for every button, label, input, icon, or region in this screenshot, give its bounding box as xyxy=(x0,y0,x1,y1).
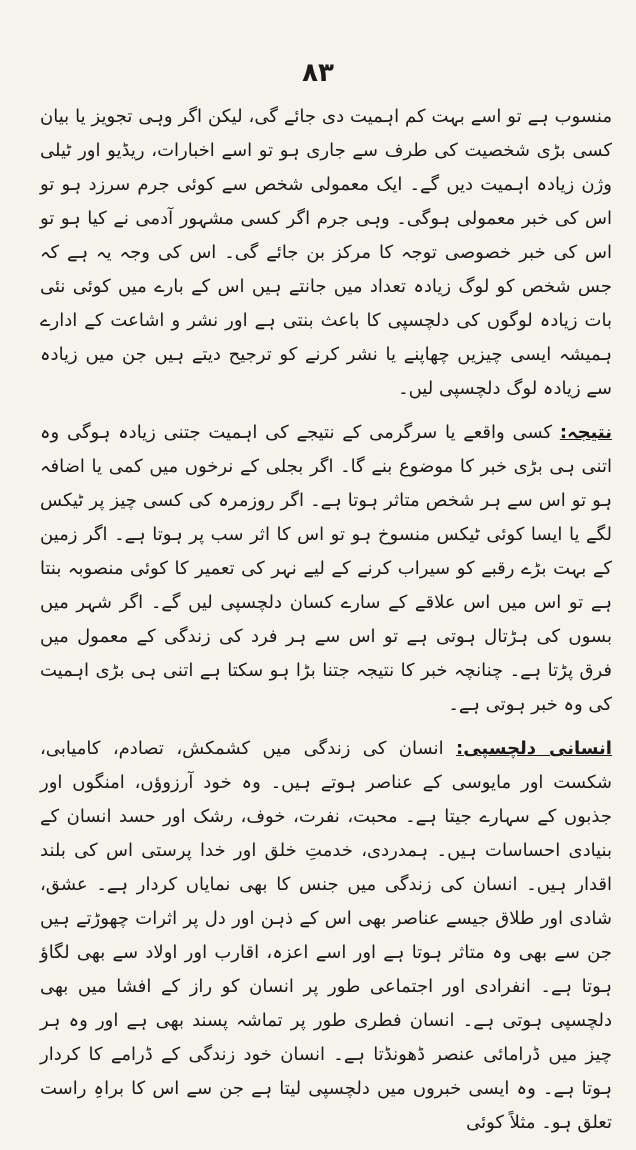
paragraph-1 xyxy=(40,100,612,406)
page-number: ۸۳ xyxy=(302,58,334,88)
paragraph-2-text: کسی واقعے یا سرگرمی کے نتیجے کی اہمیت جتنی زیادہ ہوگی وہ اتنی ہی بڑی خبر کا موضوع بنے گا۔ اگر بجلی کے نرخوں میں کمی یا اضافہ ہو تو اس سے ہر شخص متاثر ہوتا ہے۔ اگر روزمرہ کی کسی چیز پر ٹیکس لگے یا ایسا کوئی ٹیکس منسوخ ہو تو اس کا اثر سب پر ہوتا ہے۔ اگر زمین کے بہت بڑے رقبے کو سیراب کرنے کے لیے نہر کی تعمیر کا کوئی منصوبہ بنتا ہے تو اس میں اس علاقے کے سارے کسان دلچسپی لیں گے۔ اگر شہر میں بسوں کی ہڑتال ہوتی ہے تو اس سے ہر فرد کی زندگی کے معمول میں فرق پڑتا ہے۔ چنانچہ خبر کا نتیجہ جتنا بڑا ہو سکتا ہے اتنی ہی بڑی اہمیت کی وہ خبر ہوتی ہے۔ xyxy=(40,422,612,715)
paragraph-3 xyxy=(40,732,612,1140)
paragraph-2 xyxy=(40,416,612,722)
paragraph-3-heading: انسانی دلچسپی: xyxy=(456,738,612,759)
paragraph-3-text: انسان کی زندگی میں کشمکش، تصادم، کامیابی، شکست اور مایوسی کے عناصر ہوتے ہیں۔ وہ خود آرزوؤں، امنگوں اور جذبوں کے سہارے جیتا ہے۔ محبت، نفرت، خوف، رشک اور حسد انسان کے بنیادی احساسات ہیں۔ ہمدردی، خدمتِ خلق اور خدا پرستی اس کی بلند اقدار ہیں۔ انسان کی زندگی میں جنس کا بھی نمایاں کردار ہے۔ عشق، شادی اور طلاق جیسے عناصر بھی اس کے ذہن اور دل پر اثرات چھوڑتے ہیں جن سے بھی وہ متاثر ہوتا ہے اور اسے اعزہ، اقارب اور اولاد سے بھی لگاؤ ہوتا ہے۔ انفرادی اور اجتماعی طور پر انسان کو راز کے افشا میں بھی دلچسپی ہوتی ہے۔ انسان فطری طور پر تماشہ پسند بھی ہے اور وہ ہر چیز میں ڈرامائی عنصر ڈھونڈتا ہے۔ انسان خود زندگی کے ڈرامے کا کردار ہوتا ہے۔ وہ ایسی خبروں میں دلچسپی لیتا ہے جن سے اس کا براہِ راست تعلق ہو۔ مثلاً کوئی xyxy=(40,738,612,1133)
document-body xyxy=(40,100,612,1150)
paragraph-1-text: منسوب ہے تو اسے بہت کم اہمیت دی جائے گی، لیکن اگر وہی تجویز یا بیان کسی بڑی شخصیت کی طرف سے جاری ہو تو اسے اخبارات، ریڈیو اور ٹیلی وژن زیادہ اہمیت دیں گے۔ ایک معمولی شخص سے کوئی جرم سرزد ہو تو اس کی خبر معمولی ہوگی۔ وہی جرم اگر کسی مشہور آدمی نے کیا ہو تو اس کی خبر خصوصی توجہ کا مرکز بن جائے گی۔ اس کی وجہ یہ ہے کہ جس شخص کو لوگ زیادہ تعداد میں جانتے ہیں اس کے بارے میں کوئی نئی بات زیادہ لوگوں کی دلچسپی کا باعث بنتی ہے اور نشر و اشاعت کے ادارے ہمیشہ ایسی چیزیں چھاپنے یا نشر کرنے کو ترجیح دیتے ہیں جن میں زیادہ سے زیادہ لوگ دلچسپی لیں۔ xyxy=(40,106,612,399)
paragraph-2-heading: نتیجہ: xyxy=(559,422,613,443)
